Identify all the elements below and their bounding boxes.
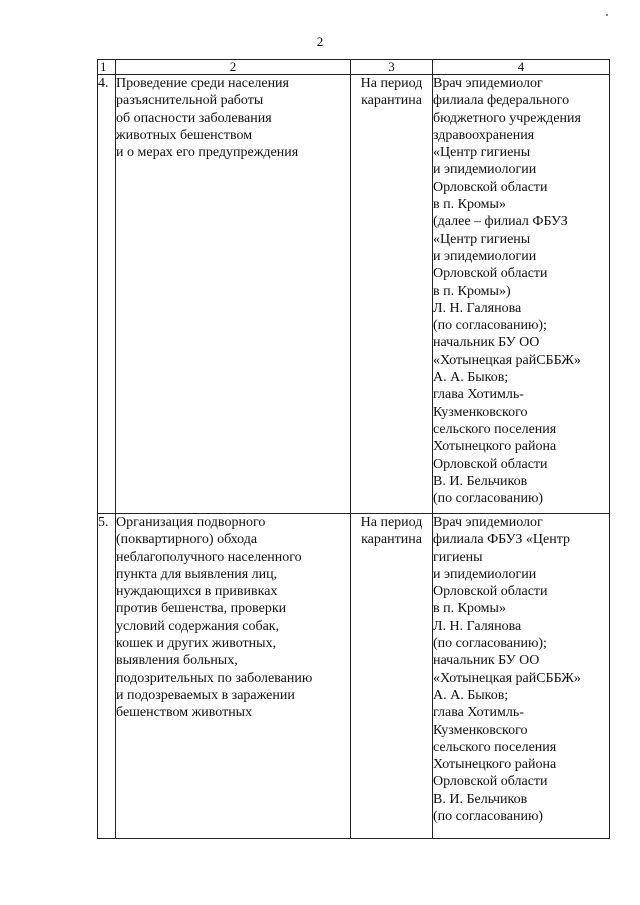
table-header-row: [98, 60, 610, 75]
text-line: Л. Н. Галянова: [433, 618, 522, 634]
text-line: против бешенства, проверки: [116, 601, 287, 617]
text-line: бюджетного учреждения: [433, 110, 581, 126]
period-text: [351, 514, 432, 549]
text-line: В. И. Бельчиков: [433, 791, 528, 807]
text-line: сельского поселения: [433, 739, 557, 755]
column-header-4: 4: [433, 60, 610, 75]
text-line: (далее – филиал ФБУЗ: [433, 214, 568, 230]
text-line: Хотынецкого района: [433, 439, 557, 455]
period-cell: [351, 514, 433, 839]
text-line: и о мерах его предупреждения: [116, 145, 299, 161]
text-line: кошек и других животных,: [116, 636, 277, 652]
column-header-3: 3: [351, 60, 433, 75]
text-line: пункта для выявления лиц,: [116, 566, 278, 582]
text-line: животных бешенством: [116, 127, 253, 143]
text-line: нуждающихся в прививках: [116, 584, 278, 600]
text-line: и эпидемиологии: [433, 566, 537, 582]
text-line: подозрительных по заболеванию: [116, 670, 313, 686]
measures-table: [97, 59, 610, 839]
text-line: Организация подворного: [116, 515, 266, 530]
text-line: выявления больных,: [116, 653, 238, 669]
responsible-text: [433, 75, 609, 507]
text-line: неблагополучного населенного: [116, 549, 302, 565]
text-line: и подозреваемых в заражении: [116, 687, 295, 703]
responsible-text: [433, 514, 609, 825]
text-line: Л. Н. Галянова: [433, 300, 522, 316]
table-row: [98, 75, 610, 514]
text-line: карантина: [361, 93, 422, 109]
text-line: На период: [360, 76, 423, 91]
task-text: [116, 75, 350, 161]
text-line: «Хотынецкая райСББЖ»: [433, 352, 581, 368]
text-line: и эпидемиологии: [433, 162, 537, 178]
text-line: Орловской области: [433, 774, 548, 790]
text-line: здравоохранения: [433, 127, 535, 143]
text-line: начальник БУ ОО: [433, 653, 540, 669]
task-cell: [116, 514, 351, 839]
text-line: Орловской области: [433, 456, 548, 472]
text-line: филиала ФБУЗ «Центр: [433, 532, 571, 548]
text-line: и эпидемиологии: [433, 248, 537, 264]
text-line: карантина: [361, 532, 422, 548]
text-line: В. И. Бельчиков: [433, 473, 528, 489]
column-header-2: 2: [116, 60, 351, 75]
text-line: Врач эпидемиолог: [433, 515, 543, 530]
responsible-cell: [433, 514, 610, 839]
text-line: в п. Кромы»: [433, 601, 506, 617]
text-line: На период: [360, 515, 423, 530]
text-line: (по согласованию): [433, 809, 544, 825]
scan-speck: [606, 14, 608, 16]
text-line: в п. Кромы»: [433, 197, 506, 213]
text-line: разъяснительной работы: [116, 93, 264, 109]
text-line: условий содержания собак,: [116, 618, 280, 634]
text-line: «Центр гигиены: [433, 231, 531, 247]
text-line: Орловской области: [433, 266, 548, 282]
text-line: (по согласованию): [433, 491, 544, 507]
text-line: Врач эпидемиолог: [433, 76, 543, 91]
task-text: [116, 514, 350, 722]
text-line: (по согласованию);: [433, 636, 547, 652]
text-line: гигиены: [433, 549, 483, 565]
page-number: 2: [316, 34, 324, 49]
text-line: в п. Кромы»): [433, 283, 511, 299]
text-line: Орловской области: [433, 179, 548, 195]
row-number: 4.: [98, 75, 116, 514]
text-line: начальник БУ ОО: [433, 335, 540, 351]
text-line: (по согласованию);: [433, 318, 547, 334]
text-line: Орловской области: [433, 584, 548, 600]
text-line: Проведение среди населения: [116, 76, 289, 91]
column-header-1: 1: [98, 60, 116, 75]
text-line: А. А. Быков;: [433, 370, 509, 386]
text-line: (поквартирного) обхода: [116, 532, 258, 548]
table-row: [98, 514, 610, 839]
task-cell: [116, 75, 351, 514]
responsible-cell: [433, 75, 610, 514]
text-line: А. А. Быков;: [433, 687, 509, 703]
text-line: филиала федерального: [433, 93, 570, 109]
text-line: Кузменковского: [433, 722, 528, 738]
text-line: глава Хотимль-: [433, 705, 524, 721]
text-line: бешенством животных: [116, 705, 253, 721]
period-cell: [351, 75, 433, 514]
text-line: Кузменковского: [433, 404, 528, 420]
row-number: 5.: [98, 514, 116, 839]
text-line: «Центр гигиены: [433, 145, 531, 161]
text-line: глава Хотимль-: [433, 387, 524, 403]
text-line: «Хотынецкая райСББЖ»: [433, 670, 581, 686]
text-line: об опасности заболевания: [116, 110, 272, 126]
text-line: сельского поселения: [433, 421, 557, 437]
period-text: [351, 75, 432, 110]
text-line: Хотынецкого района: [433, 757, 557, 773]
